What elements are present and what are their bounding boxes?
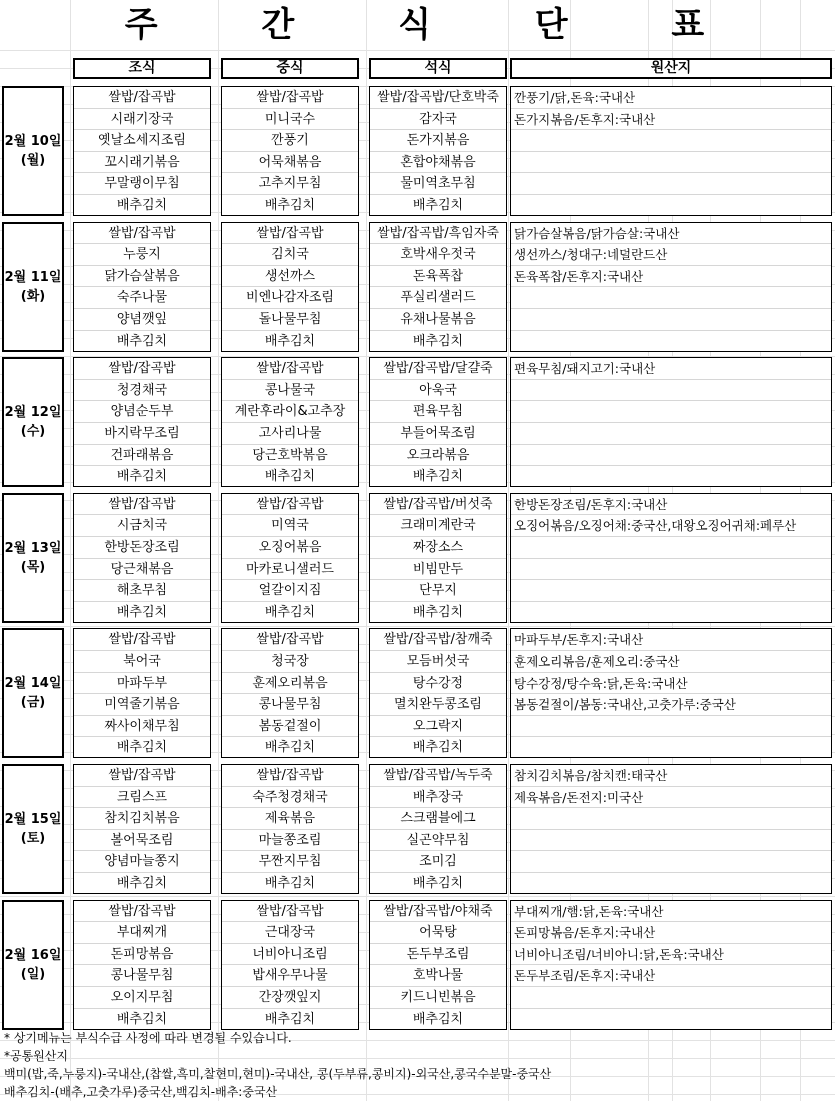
menu-item-cell: 김치국 xyxy=(222,244,358,266)
origin-cell xyxy=(511,602,831,624)
menu-item-cell: 배추김치 xyxy=(116,604,168,620)
weekday-label: (월) xyxy=(20,153,46,168)
menu-item-cell: 해초무침 xyxy=(74,580,210,602)
origin-cell xyxy=(511,716,831,738)
menu-item-cell: 시래기장국 xyxy=(74,109,210,131)
menu-item-cell: 어묵탕 xyxy=(370,922,506,944)
date-label: 2월 16일 xyxy=(4,947,62,963)
menu-item-cell: 짜장소스 xyxy=(370,537,506,559)
menu-item-cell: 숙주청경채국 xyxy=(222,787,358,809)
menu-item-cell: 키드니빈볶음 xyxy=(370,987,506,1009)
date-label: 2월 15일 xyxy=(4,812,62,827)
lunch-column xyxy=(221,86,359,216)
menu-item-cell: 양념마늘쫑지 xyxy=(74,851,210,873)
origin-cell xyxy=(511,423,831,445)
menu-item-cell: 무짠지무침 xyxy=(222,851,358,873)
menu-item-cell: 실곤약무침 xyxy=(370,830,506,852)
menu-item-cell: 당근채볶음 xyxy=(74,559,210,581)
lunch-column xyxy=(221,222,359,352)
date-label: 2월 14일 xyxy=(4,676,62,692)
menu-item-cell: 콩나물무침 xyxy=(222,694,358,716)
menu-item-cell: 누룽지 xyxy=(74,244,210,266)
menu-item-cell: 스크램블에그 xyxy=(370,808,506,830)
weekday-label: (일) xyxy=(20,966,46,982)
menu-item-cell: 숙주나물 xyxy=(74,287,210,309)
header-origin: 원산지 xyxy=(510,58,832,79)
menu-item-cell: 크래미계란국 xyxy=(370,515,506,537)
menu-item-cell: 쌀밥/잡곡밥/단호박죽 xyxy=(370,87,506,109)
note-common-origin-rice: 백미(밥,죽,누룽지)-국내산,(찹쌀,흑미,찰현미,현미)-국내산, 콩(두부류,콩비지)-외국산,콩국수분말-중국산 xyxy=(4,1067,552,1081)
menu-item-cell: 얼갈이지짐 xyxy=(222,580,358,602)
menu-item-cell: 배추김치 xyxy=(264,740,316,756)
lunch-column xyxy=(221,628,359,758)
menu-item-cell: 미역줄기볶음 xyxy=(74,694,210,716)
menu-item-cell: 배추김치 xyxy=(116,875,168,891)
menu-item-cell: 단무지 xyxy=(370,580,506,602)
menu-item-cell: 조미김 xyxy=(370,851,506,873)
date-cell xyxy=(2,764,64,894)
menu-item-cell: 쌀밥/잡곡밥 xyxy=(74,358,210,380)
header-breakfast: 조식 xyxy=(73,58,211,79)
date-cell xyxy=(2,493,64,623)
menu-item-cell: 깐풍기 xyxy=(222,130,358,152)
date-cell xyxy=(2,357,64,487)
menu-item-cell: 배추김치 xyxy=(264,604,316,620)
menu-item-cell: 배추김치 xyxy=(264,333,316,349)
menu-item-cell: 건파래볶음 xyxy=(74,445,210,467)
breakfast-column xyxy=(73,493,211,623)
origin-cell: 탕수강정/탕수육:닭,돈육:국내산 xyxy=(511,673,831,695)
menu-item-cell: 배추김치 xyxy=(116,469,168,485)
day-block xyxy=(0,493,835,623)
menu-item-cell: 고사리나물 xyxy=(222,423,358,445)
origin-cell xyxy=(511,401,831,423)
origin-column xyxy=(510,628,832,758)
origin-cell: 닭가슴살볶음/닭가슴살:국내산 xyxy=(511,223,831,245)
origin-cell xyxy=(511,445,831,467)
origin-cell: 훈제오리볶음/훈제오리:중국산 xyxy=(511,651,831,673)
menu-item-cell: 배추김치 xyxy=(116,1011,168,1027)
date-cell xyxy=(2,222,64,352)
dinner-column xyxy=(369,86,507,216)
breakfast-column xyxy=(73,900,211,1030)
menu-item-cell: 닭가슴살볶음 xyxy=(74,266,210,288)
menu-item-cell: 감자국 xyxy=(370,109,506,131)
menu-item-cell: 어묵채볶음 xyxy=(222,152,358,174)
menu-item-cell: 배추김치 xyxy=(412,333,464,349)
grid-line-horizontal xyxy=(0,626,835,627)
day-block xyxy=(0,628,835,758)
origin-cell xyxy=(511,580,831,602)
note-common-origin-kimchi: 배추김치-(배추,고춧가루)중국산,백김치-배추:중국산 xyxy=(4,1085,278,1099)
origin-cell xyxy=(511,830,831,852)
weekday-label: (토) xyxy=(20,831,46,846)
origin-cell: 오징어볶음/오징어채:중국산,대왕오징어귀채:페루산 xyxy=(511,515,831,537)
menu-item-cell: 밥새우무나물 xyxy=(222,965,358,987)
menu-item-cell: 비엔나감자조림 xyxy=(222,287,358,309)
menu-item-cell: 제육볶음 xyxy=(222,808,358,830)
origin-cell: 부대찌개/햄:닭,돈육:국내산 xyxy=(511,901,831,923)
menu-item-cell: 쌀밥/잡곡밥 xyxy=(222,765,358,787)
menu-item-cell: 청국장 xyxy=(222,651,358,673)
breakfast-column xyxy=(73,86,211,216)
menu-item-cell: 멸치완두콩조림 xyxy=(370,694,506,716)
menu-item-cell: 미역국 xyxy=(222,515,358,537)
origin-cell xyxy=(511,152,831,174)
menu-item-cell: 당근호박볶음 xyxy=(222,445,358,467)
breakfast-column xyxy=(73,764,211,894)
origin-cell: 한방돈장조림/돈후지:국내산 xyxy=(511,494,831,516)
menu-item-cell: 쌀밥/잡곡밥 xyxy=(222,494,358,516)
lunch-column xyxy=(221,900,359,1030)
date-label: 2월 10일 xyxy=(4,134,62,149)
menu-item-cell: 쌀밥/잡곡밥/달걀죽 xyxy=(370,358,506,380)
menu-item-cell: 꼬시래기볶음 xyxy=(74,152,210,174)
weekday-label: (목) xyxy=(20,559,46,575)
menu-item-cell: 고추지무침 xyxy=(222,173,358,195)
menu-item-cell: 쌀밥/잡곡밥/야채죽 xyxy=(370,901,506,923)
lunch-column xyxy=(221,357,359,487)
menu-item-cell: 쌀밥/잡곡밥 xyxy=(222,223,358,245)
note-common-origin-title: *공통원산지 xyxy=(4,1049,68,1063)
menu-item-cell: 아욱국 xyxy=(370,380,506,402)
menu-item-cell: 근대장국 xyxy=(222,922,358,944)
menu-item-cell: 참치김치볶음 xyxy=(74,808,210,830)
menu-item-cell: 혼합야채볶음 xyxy=(370,152,506,174)
origin-cell: 너비아니조림/너비아니:닭,돈육:국내산 xyxy=(511,944,831,966)
origin-cell xyxy=(511,559,831,581)
menu-item-cell: 바지락무조림 xyxy=(74,423,210,445)
menu-item-cell: 배추김치 xyxy=(264,875,316,891)
menu-item-cell: 계란후라이&고추장 xyxy=(222,401,358,423)
date-cell xyxy=(2,86,64,216)
origin-cell xyxy=(511,380,831,402)
origin-cell xyxy=(511,537,831,559)
breakfast-column xyxy=(73,222,211,352)
origin-cell xyxy=(511,287,831,309)
menu-item-cell: 배추김치 xyxy=(264,469,316,485)
menu-item-cell: 너비아니조림 xyxy=(222,944,358,966)
origin-column xyxy=(510,86,832,216)
menu-item-cell: 쌀밥/잡곡밥 xyxy=(222,629,358,651)
menu-item-cell: 오크라볶음 xyxy=(370,445,506,467)
menu-item-cell: 배추김치 xyxy=(412,469,464,485)
origin-cell xyxy=(511,987,831,1009)
menu-item-cell: 훈제오리볶음 xyxy=(222,673,358,695)
origin-cell xyxy=(511,331,831,353)
menu-item-cell: 크림스프 xyxy=(74,787,210,809)
day-block xyxy=(0,222,835,352)
menu-item-cell: 부들어묵조림 xyxy=(370,423,506,445)
menu-item-cell: 시금치국 xyxy=(74,515,210,537)
menu-item-cell: 옛날소세지조림 xyxy=(74,130,210,152)
menu-item-cell: 유채나물볶음 xyxy=(370,309,506,331)
dinner-column xyxy=(369,900,507,1030)
day-block xyxy=(0,357,835,487)
origin-cell: 돈가지볶음/돈후지:국내산 xyxy=(511,109,831,131)
origin-cell xyxy=(511,1009,831,1031)
origin-cell xyxy=(511,851,831,873)
note-change-notice: * 상기메뉴는 부식수급 사정에 따라 변경될 수있습니다. xyxy=(4,1031,292,1045)
menu-item-cell: 쌀밥/잡곡밥 xyxy=(74,765,210,787)
menu-item-cell: 돈가지볶음 xyxy=(370,130,506,152)
date-cell xyxy=(2,900,64,1030)
breakfast-column xyxy=(73,357,211,487)
origin-cell xyxy=(511,173,831,195)
origin-column xyxy=(510,493,832,623)
grid-line-horizontal xyxy=(0,50,835,51)
menu-item-cell: 오그락지 xyxy=(370,716,506,738)
menu-item-cell: 호박새우젓국 xyxy=(370,244,506,266)
menu-item-cell: 배추장국 xyxy=(370,787,506,809)
menu-item-cell: 마파두부 xyxy=(74,673,210,695)
grid-line-horizontal xyxy=(0,1058,835,1059)
dinner-column xyxy=(369,357,507,487)
dinner-column xyxy=(369,628,507,758)
menu-item-cell: 배추김치 xyxy=(412,875,464,891)
menu-item-cell: 쌀밥/잡곡밥 xyxy=(74,87,210,109)
lunch-column xyxy=(221,764,359,894)
menu-item-cell: 마카로니샐러드 xyxy=(222,559,358,581)
menu-item-cell: 콩나물국 xyxy=(222,380,358,402)
menu-item-cell: 편육무침 xyxy=(370,401,506,423)
menu-item-cell: 청경채국 xyxy=(74,380,210,402)
menu-item-cell: 양념깻잎 xyxy=(74,309,210,331)
menu-item-cell: 돌나물무침 xyxy=(222,309,358,331)
menu-item-cell: 쌀밥/잡곡밥 xyxy=(74,223,210,245)
origin-cell xyxy=(511,873,831,895)
menu-item-cell: 생선까스 xyxy=(222,266,358,288)
menu-item-cell: 콩나물무침 xyxy=(74,965,210,987)
weekday-label: (화) xyxy=(20,288,46,304)
dinner-column xyxy=(369,222,507,352)
menu-item-cell: 오이지무침 xyxy=(74,987,210,1009)
menu-item-cell: 봄동겉절이 xyxy=(222,716,358,738)
menu-item-cell: 짜사이채무침 xyxy=(74,716,210,738)
menu-item-cell: 쌀밥/잡곡밥 xyxy=(222,901,358,923)
day-block xyxy=(0,86,835,216)
origin-cell xyxy=(511,309,831,331)
origin-column xyxy=(510,764,832,894)
menu-item-cell: 배추김치 xyxy=(264,1011,316,1027)
menu-item-cell: 오징어볶음 xyxy=(222,537,358,559)
menu-item-cell: 볼어묵조림 xyxy=(74,830,210,852)
menu-item-cell: 배추김치 xyxy=(116,197,168,213)
menu-item-cell: 배추김치 xyxy=(412,604,464,620)
date-label: 2월 11일 xyxy=(4,269,62,285)
dinner-column xyxy=(369,493,507,623)
origin-cell xyxy=(511,737,831,759)
menu-item-cell: 쌀밥/잡곡밥/참깨죽 xyxy=(370,629,506,651)
origin-column xyxy=(510,222,832,352)
origin-cell: 생선까스/청대구:네덜란드산 xyxy=(511,244,831,266)
menu-item-cell: 탕수강정 xyxy=(370,673,506,695)
origin-cell xyxy=(511,466,831,488)
menu-item-cell: 돈육폭찹 xyxy=(370,266,506,288)
menu-item-cell: 무말랭이무침 xyxy=(74,173,210,195)
menu-item-cell: 부대찌개 xyxy=(74,922,210,944)
menu-item-cell: 쌀밥/잡곡밥 xyxy=(74,629,210,651)
origin-cell: 편육무침/돼지고기:국내산 xyxy=(511,358,831,380)
lunch-column xyxy=(221,493,359,623)
header-dinner: 석식 xyxy=(369,58,507,79)
origin-cell xyxy=(511,808,831,830)
dinner-column xyxy=(369,764,507,894)
menu-item-cell: 쌀밥/잡곡밥/녹두죽 xyxy=(370,765,506,787)
page-title: 주 간 식 단 표 xyxy=(124,5,751,45)
date-label: 2월 12일 xyxy=(4,405,62,421)
menu-item-cell: 물미역초무침 xyxy=(370,173,506,195)
menu-item-cell: 돈피망볶음 xyxy=(74,944,210,966)
menu-item-cell: 간장깻잎지 xyxy=(222,987,358,1009)
origin-cell xyxy=(511,195,831,217)
origin-cell: 돈육폭찹/돈후지:국내산 xyxy=(511,266,831,288)
menu-item-cell: 배추김치 xyxy=(264,197,316,213)
origin-cell: 돈두부조림/돈후지:국내산 xyxy=(511,965,831,987)
menu-item-cell: 양념순두부 xyxy=(74,401,210,423)
menu-item-cell: 마늘쫑조림 xyxy=(222,830,358,852)
menu-item-cell: 한방돈장조림 xyxy=(74,537,210,559)
grid-line-horizontal xyxy=(0,896,835,897)
origin-cell: 참치김치볶음/참치캔:태국산 xyxy=(511,765,831,787)
origin-cell xyxy=(511,130,831,152)
origin-column xyxy=(510,900,832,1030)
menu-item-cell: 비빔만두 xyxy=(370,559,506,581)
header-lunch: 중식 xyxy=(221,58,359,79)
menu-item-cell: 호박나물 xyxy=(370,965,506,987)
menu-item-cell: 푸실리샐러드 xyxy=(370,287,506,309)
breakfast-column xyxy=(73,628,211,758)
menu-item-cell: 배추김치 xyxy=(412,1011,464,1027)
menu-item-cell: 미니국수 xyxy=(222,109,358,131)
menu-item-cell: 북어국 xyxy=(74,651,210,673)
menu-item-cell: 배추김치 xyxy=(412,740,464,756)
origin-cell: 돈피망볶음/돈후지:국내산 xyxy=(511,922,831,944)
origin-cell: 깐풍기/닭,돈육:국내산 xyxy=(511,87,831,109)
origin-cell: 봄동겉절이/봄동:국내산,고춧가루:중국산 xyxy=(511,694,831,716)
menu-item-cell: 배추김치 xyxy=(412,197,464,213)
origin-column xyxy=(510,357,832,487)
origin-cell: 마파두부/돈후지:국내산 xyxy=(511,629,831,651)
menu-item-cell: 배추김치 xyxy=(116,333,168,349)
menu-item-cell: 쌀밥/잡곡밥/버섯죽 xyxy=(370,494,506,516)
day-block xyxy=(0,764,835,894)
menu-item-cell: 쌀밥/잡곡밥 xyxy=(74,494,210,516)
date-label: 2월 13일 xyxy=(4,540,62,556)
menu-item-cell: 쌀밥/잡곡밥/흑임자죽 xyxy=(370,223,506,245)
weekday-label: (금) xyxy=(20,695,46,711)
date-cell xyxy=(2,628,64,758)
menu-item-cell: 모듬버섯국 xyxy=(370,651,506,673)
menu-item-cell: 쌀밥/잡곡밥 xyxy=(222,87,358,109)
weekday-label: (수) xyxy=(20,424,46,440)
menu-item-cell: 쌀밥/잡곡밥 xyxy=(74,901,210,923)
menu-item-cell: 돈두부조림 xyxy=(370,944,506,966)
menu-item-cell: 쌀밥/잡곡밥 xyxy=(222,358,358,380)
menu-item-cell: 배추김치 xyxy=(116,740,168,756)
day-block xyxy=(0,900,835,1030)
origin-cell: 제육볶음/돈전지:미국산 xyxy=(511,787,831,809)
